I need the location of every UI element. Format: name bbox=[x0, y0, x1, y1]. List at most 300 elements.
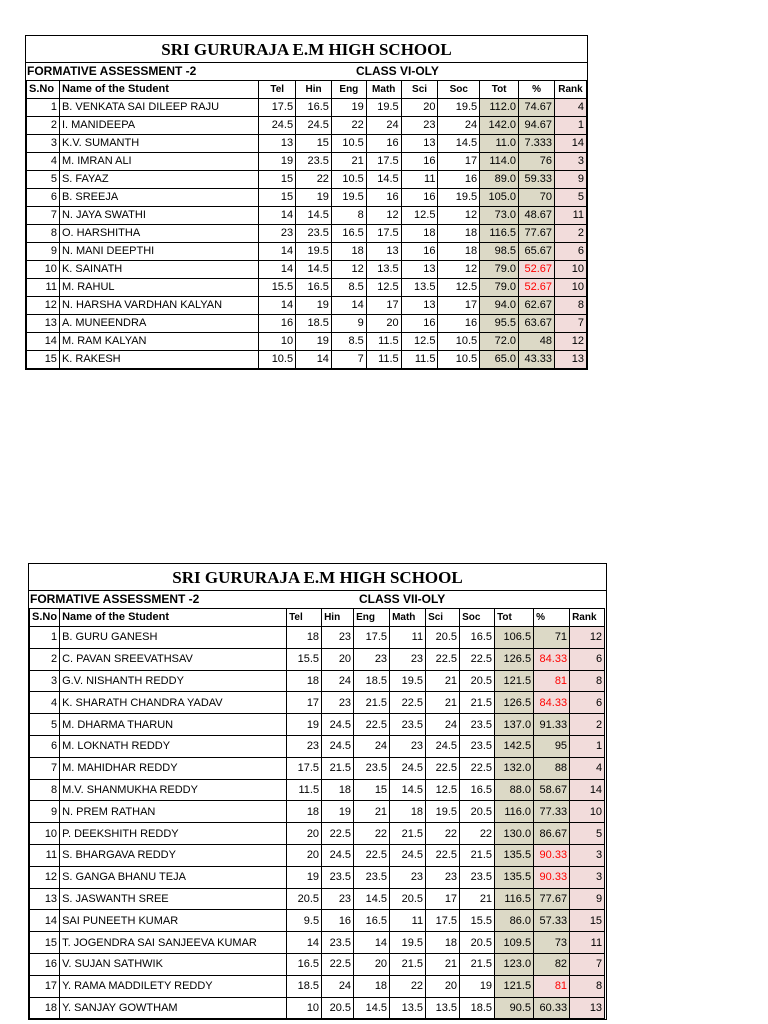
cell-hin: 21.5 bbox=[322, 757, 354, 779]
cell-eng: 8.5 bbox=[331, 333, 366, 351]
cell-rank: 2 bbox=[570, 714, 605, 736]
cell-sci: 22.5 bbox=[426, 648, 460, 670]
cell-tel: 16 bbox=[259, 315, 296, 333]
header-rank: Rank bbox=[570, 609, 605, 627]
cell-eng: 18.5 bbox=[354, 670, 390, 692]
header-pct: % bbox=[519, 81, 555, 99]
cell-math: 23 bbox=[390, 866, 426, 888]
cell-pct: 48.67 bbox=[519, 207, 555, 225]
cell-rank: 11 bbox=[570, 932, 605, 954]
cell-pct: 74.67 bbox=[519, 99, 555, 117]
cell-math: 24 bbox=[366, 117, 401, 135]
table-row bbox=[30, 844, 605, 866]
cell-sno: 15 bbox=[30, 932, 60, 954]
cell-hin: 16 bbox=[322, 910, 354, 932]
cell-name: B. GURU GANESH bbox=[60, 627, 287, 649]
cell-hin: 23 bbox=[322, 627, 354, 649]
cell-pct: 84.33 bbox=[534, 648, 570, 670]
cell-sno: 18 bbox=[30, 997, 60, 1019]
cell-pct: 52.67 bbox=[519, 279, 555, 297]
cell-sno: 2 bbox=[27, 117, 60, 135]
table-row bbox=[27, 243, 587, 261]
header-eng: Eng bbox=[331, 81, 366, 99]
cell-tel: 20 bbox=[287, 823, 322, 845]
cell-tot: 88.0 bbox=[495, 779, 534, 801]
cell-pct: 81 bbox=[534, 975, 570, 997]
table-row bbox=[27, 99, 587, 117]
cell-sno: 17 bbox=[30, 975, 60, 997]
cell-pct: 43.33 bbox=[519, 351, 555, 369]
school-title: SRI GURURAJA E.M HIGH SCHOOL bbox=[29, 564, 606, 591]
cell-sci: 21 bbox=[426, 692, 460, 714]
cell-rank: 12 bbox=[554, 333, 586, 351]
cell-math: 20.5 bbox=[390, 888, 426, 910]
cell-eng: 22 bbox=[354, 823, 390, 845]
table-row bbox=[27, 225, 587, 243]
cell-hin: 19 bbox=[296, 333, 332, 351]
cell-tot: 109.5 bbox=[495, 932, 534, 954]
cell-tel: 19 bbox=[259, 153, 296, 171]
cell-rank: 1 bbox=[570, 735, 605, 757]
cell-name: M. RAHUL bbox=[59, 279, 258, 297]
cell-soc: 19 bbox=[460, 975, 495, 997]
cell-sci: 22 bbox=[426, 823, 460, 845]
class-label: CLASS VII-OLY bbox=[359, 592, 446, 606]
cell-rank: 12 bbox=[570, 627, 605, 649]
cell-math: 17.5 bbox=[366, 225, 401, 243]
cell-tot: 123.0 bbox=[495, 953, 534, 975]
cell-pct: 7.333 bbox=[519, 135, 555, 153]
cell-rank: 1 bbox=[554, 117, 586, 135]
cell-math: 14.5 bbox=[366, 171, 401, 189]
cell-pct: 90.33 bbox=[534, 866, 570, 888]
cell-rank: 13 bbox=[554, 351, 586, 369]
cell-soc: 18.5 bbox=[460, 997, 495, 1019]
cell-name: O. HARSHITHA bbox=[59, 225, 258, 243]
cell-hin: 15 bbox=[296, 135, 332, 153]
table-row bbox=[30, 714, 605, 736]
cell-name: N. HARSHA VARDHAN KALYAN bbox=[59, 297, 258, 315]
table-row bbox=[30, 648, 605, 670]
table-row bbox=[27, 207, 587, 225]
cell-pct: 90.33 bbox=[534, 844, 570, 866]
cell-eng: 10.5 bbox=[331, 135, 366, 153]
table-row bbox=[27, 297, 587, 315]
cell-pct: 60.33 bbox=[534, 997, 570, 1019]
cell-name: P. DEEKSHITH REDDY bbox=[60, 823, 287, 845]
cell-hin: 14.5 bbox=[296, 261, 332, 279]
cell-rank: 7 bbox=[570, 953, 605, 975]
cell-eng: 19 bbox=[331, 99, 366, 117]
cell-eng: 16.5 bbox=[331, 225, 366, 243]
cell-name: N. JAYA SWATHI bbox=[59, 207, 258, 225]
cell-tot: 106.5 bbox=[495, 627, 534, 649]
cell-math: 23 bbox=[390, 648, 426, 670]
cell-tot: 89.0 bbox=[480, 171, 519, 189]
cell-eng: 21 bbox=[354, 801, 390, 823]
class-label: CLASS VI-OLY bbox=[356, 64, 439, 78]
table-row bbox=[30, 953, 605, 975]
cell-sno: 4 bbox=[27, 153, 60, 171]
cell-soc: 16.5 bbox=[460, 779, 495, 801]
table-row bbox=[27, 351, 587, 369]
cell-soc: 10.5 bbox=[438, 351, 480, 369]
cell-math: 13 bbox=[366, 243, 401, 261]
cell-rank: 10 bbox=[554, 279, 586, 297]
cell-rank: 5 bbox=[570, 823, 605, 845]
cell-math: 14.5 bbox=[390, 779, 426, 801]
cell-name: S. BHARGAVA REDDY bbox=[60, 844, 287, 866]
marks-table bbox=[29, 608, 605, 1019]
cell-tel: 10.5 bbox=[259, 351, 296, 369]
cell-tel: 20 bbox=[287, 844, 322, 866]
table-row bbox=[27, 333, 587, 351]
cell-hin: 24.5 bbox=[322, 714, 354, 736]
cell-hin: 23 bbox=[322, 888, 354, 910]
cell-hin: 19 bbox=[296, 189, 332, 207]
cell-tel: 17.5 bbox=[287, 757, 322, 779]
cell-name: M. RAM KALYAN bbox=[59, 333, 258, 351]
cell-tot: 65.0 bbox=[480, 351, 519, 369]
cell-sci: 20 bbox=[426, 975, 460, 997]
cell-sno: 7 bbox=[27, 207, 60, 225]
cell-sci: 16 bbox=[401, 243, 438, 261]
cell-tel: 15 bbox=[259, 189, 296, 207]
cell-eng: 23.5 bbox=[354, 757, 390, 779]
header-eng: Eng bbox=[354, 609, 390, 627]
cell-tel: 14 bbox=[259, 243, 296, 261]
class-vii-sheet bbox=[28, 563, 607, 1020]
cell-sci: 24 bbox=[426, 714, 460, 736]
cell-eng: 8 bbox=[331, 207, 366, 225]
cell-name: M. LOKNATH REDDY bbox=[60, 735, 287, 757]
cell-rank: 8 bbox=[570, 670, 605, 692]
cell-pct: 76 bbox=[519, 153, 555, 171]
cell-math: 23 bbox=[390, 735, 426, 757]
cell-tot: 114.0 bbox=[480, 153, 519, 171]
cell-name: T. JOGENDRA SAI SANJEEVA KUMAR bbox=[60, 932, 287, 954]
cell-rank: 9 bbox=[570, 888, 605, 910]
header-tel: Tel bbox=[259, 81, 296, 99]
cell-sci: 20 bbox=[401, 99, 438, 117]
cell-tot: 142.0 bbox=[480, 117, 519, 135]
cell-sci: 19.5 bbox=[426, 801, 460, 823]
header-hin: Hin bbox=[296, 81, 332, 99]
cell-math: 19.5 bbox=[390, 932, 426, 954]
cell-tel: 17 bbox=[287, 692, 322, 714]
table-row bbox=[30, 997, 605, 1019]
cell-name: B. VENKATA SAI DILEEP RAJU bbox=[59, 99, 258, 117]
cell-pct: 48 bbox=[519, 333, 555, 351]
cell-math: 17 bbox=[366, 297, 401, 315]
cell-pct: 84.33 bbox=[534, 692, 570, 714]
table-row bbox=[30, 670, 605, 692]
cell-math: 21.5 bbox=[390, 823, 426, 845]
cell-sci: 11.5 bbox=[401, 351, 438, 369]
cell-pct: 63.67 bbox=[519, 315, 555, 333]
cell-tel: 24.5 bbox=[259, 117, 296, 135]
subtitle-row bbox=[26, 63, 587, 80]
table-body bbox=[30, 627, 605, 1019]
cell-math: 12 bbox=[366, 207, 401, 225]
cell-rank: 7 bbox=[554, 315, 586, 333]
cell-tel: 14 bbox=[259, 297, 296, 315]
cell-sci: 22.5 bbox=[426, 844, 460, 866]
table-row bbox=[27, 153, 587, 171]
assessment-label: FORMATIVE ASSESSMENT -2 bbox=[27, 64, 197, 78]
cell-math: 13.5 bbox=[390, 997, 426, 1019]
cell-eng: 21 bbox=[331, 153, 366, 171]
cell-tot: 98.5 bbox=[480, 243, 519, 261]
cell-name: SAI PUNEETH KUMAR bbox=[60, 910, 287, 932]
cell-sno: 15 bbox=[27, 351, 60, 369]
table-row bbox=[30, 888, 605, 910]
cell-sno: 14 bbox=[30, 910, 60, 932]
cell-rank: 6 bbox=[570, 692, 605, 714]
cell-eng: 22 bbox=[331, 117, 366, 135]
cell-eng: 15 bbox=[354, 779, 390, 801]
header-sci: Sci bbox=[426, 609, 460, 627]
cell-hin: 22 bbox=[296, 171, 332, 189]
table-row bbox=[27, 261, 587, 279]
cell-eng: 14 bbox=[354, 932, 390, 954]
class-vi-sheet bbox=[25, 35, 588, 370]
cell-pct: 59.33 bbox=[519, 171, 555, 189]
cell-sci: 16 bbox=[401, 189, 438, 207]
cell-name: S. JASWANTH SREE bbox=[60, 888, 287, 910]
cell-sno: 2 bbox=[30, 648, 60, 670]
table-row bbox=[27, 189, 587, 207]
cell-tel: 20.5 bbox=[287, 888, 322, 910]
cell-sci: 20.5 bbox=[426, 627, 460, 649]
cell-soc: 22.5 bbox=[460, 648, 495, 670]
cell-tel: 15.5 bbox=[259, 279, 296, 297]
cell-tel: 18 bbox=[287, 670, 322, 692]
cell-tel: 11.5 bbox=[287, 779, 322, 801]
cell-eng: 19.5 bbox=[331, 189, 366, 207]
cell-soc: 23.5 bbox=[460, 866, 495, 888]
cell-hin: 24.5 bbox=[322, 735, 354, 757]
header-pct: % bbox=[534, 609, 570, 627]
cell-soc: 18 bbox=[438, 225, 480, 243]
header-hin: Hin bbox=[322, 609, 354, 627]
cell-eng: 23 bbox=[354, 648, 390, 670]
cell-rank: 6 bbox=[570, 648, 605, 670]
cell-tel: 18.5 bbox=[287, 975, 322, 997]
cell-tot: 79.0 bbox=[480, 261, 519, 279]
table-row bbox=[30, 823, 605, 845]
header-soc: Soc bbox=[460, 609, 495, 627]
cell-pct: 77.67 bbox=[519, 225, 555, 243]
cell-tot: 137.0 bbox=[495, 714, 534, 736]
cell-math: 20 bbox=[366, 315, 401, 333]
cell-sno: 3 bbox=[30, 670, 60, 692]
cell-hin: 19 bbox=[322, 801, 354, 823]
assessment-label: FORMATIVE ASSESSMENT -2 bbox=[30, 592, 200, 606]
cell-tot: 135.5 bbox=[495, 866, 534, 888]
cell-tel: 23 bbox=[287, 735, 322, 757]
header-soc: Soc bbox=[438, 81, 480, 99]
cell-name: M. DHARMA THARUN bbox=[60, 714, 287, 736]
table-body bbox=[27, 99, 587, 369]
cell-eng: 7 bbox=[331, 351, 366, 369]
cell-sci: 22.5 bbox=[426, 757, 460, 779]
cell-math: 13.5 bbox=[366, 261, 401, 279]
table-row bbox=[30, 779, 605, 801]
cell-soc: 16.5 bbox=[460, 627, 495, 649]
cell-soc: 17 bbox=[438, 153, 480, 171]
cell-rank: 6 bbox=[554, 243, 586, 261]
cell-eng: 18 bbox=[354, 975, 390, 997]
cell-rank: 15 bbox=[570, 910, 605, 932]
header-math: Math bbox=[366, 81, 401, 99]
cell-tot: 90.5 bbox=[495, 997, 534, 1019]
cell-eng: 16.5 bbox=[354, 910, 390, 932]
cell-hin: 22.5 bbox=[322, 823, 354, 845]
cell-sci: 13.5 bbox=[401, 279, 438, 297]
table-row bbox=[30, 910, 605, 932]
cell-math: 18 bbox=[390, 801, 426, 823]
table-row bbox=[27, 171, 587, 189]
table-row bbox=[30, 757, 605, 779]
cell-eng: 14.5 bbox=[354, 997, 390, 1019]
table-row bbox=[30, 866, 605, 888]
header-sci: Sci bbox=[401, 81, 438, 99]
table-row bbox=[30, 692, 605, 714]
cell-name: N. PREM RATHAN bbox=[60, 801, 287, 823]
table-row bbox=[30, 801, 605, 823]
cell-tot: 142.5 bbox=[495, 735, 534, 757]
cell-tel: 14 bbox=[287, 932, 322, 954]
cell-name: C. PAVAN SREEVATHSAV bbox=[60, 648, 287, 670]
cell-name: S. GANGA BHANU TEJA bbox=[60, 866, 287, 888]
cell-pct: 95 bbox=[534, 735, 570, 757]
cell-hin: 22.5 bbox=[322, 953, 354, 975]
cell-math: 11.5 bbox=[366, 333, 401, 351]
table-row bbox=[27, 117, 587, 135]
cell-sno: 4 bbox=[30, 692, 60, 714]
cell-name: B. SREEJA bbox=[59, 189, 258, 207]
cell-tel: 9.5 bbox=[287, 910, 322, 932]
cell-soc: 12 bbox=[438, 261, 480, 279]
cell-sno: 10 bbox=[30, 823, 60, 845]
cell-soc: 18 bbox=[438, 243, 480, 261]
cell-sci: 13 bbox=[401, 261, 438, 279]
header-name: Name of the Student bbox=[59, 81, 258, 99]
cell-rank: 10 bbox=[570, 801, 605, 823]
cell-sno: 6 bbox=[27, 189, 60, 207]
header-sno: S.No bbox=[30, 609, 60, 627]
cell-tot: 126.5 bbox=[495, 692, 534, 714]
cell-hin: 20.5 bbox=[322, 997, 354, 1019]
cell-tot: 116.5 bbox=[480, 225, 519, 243]
cell-sno: 6 bbox=[30, 735, 60, 757]
cell-math: 11.5 bbox=[366, 351, 401, 369]
cell-math: 19.5 bbox=[366, 99, 401, 117]
cell-math: 24.5 bbox=[390, 844, 426, 866]
cell-sci: 12.5 bbox=[401, 207, 438, 225]
cell-hin: 14 bbox=[296, 351, 332, 369]
cell-soc: 16 bbox=[438, 171, 480, 189]
cell-rank: 4 bbox=[554, 99, 586, 117]
cell-pct: 70 bbox=[519, 189, 555, 207]
cell-pct: 94.67 bbox=[519, 117, 555, 135]
cell-sci: 21 bbox=[426, 670, 460, 692]
cell-tot: 11.0 bbox=[480, 135, 519, 153]
cell-pct: 52.67 bbox=[519, 261, 555, 279]
cell-pct: 77.33 bbox=[534, 801, 570, 823]
header-sno: S.No bbox=[27, 81, 60, 99]
cell-tel: 14 bbox=[259, 261, 296, 279]
cell-rank: 3 bbox=[554, 153, 586, 171]
cell-hin: 23 bbox=[322, 692, 354, 714]
cell-soc: 20.5 bbox=[460, 670, 495, 692]
cell-eng: 14.5 bbox=[354, 888, 390, 910]
header-tel: Tel bbox=[287, 609, 322, 627]
cell-tel: 19 bbox=[287, 714, 322, 736]
cell-tel: 18 bbox=[287, 627, 322, 649]
cell-hin: 18 bbox=[322, 779, 354, 801]
cell-tot: 73.0 bbox=[480, 207, 519, 225]
header-name: Name of the Student bbox=[60, 609, 287, 627]
header-row bbox=[27, 81, 587, 99]
cell-pct: 62.67 bbox=[519, 297, 555, 315]
cell-sci: 16 bbox=[401, 315, 438, 333]
cell-name: Y. RAMA MADDILETY REDDY bbox=[60, 975, 287, 997]
cell-math: 12.5 bbox=[366, 279, 401, 297]
cell-eng: 24 bbox=[354, 735, 390, 757]
cell-tot: 116.0 bbox=[495, 801, 534, 823]
cell-tel: 16.5 bbox=[287, 953, 322, 975]
cell-tot: 135.5 bbox=[495, 844, 534, 866]
cell-rank: 3 bbox=[570, 866, 605, 888]
cell-pct: 82 bbox=[534, 953, 570, 975]
cell-name: K.V. SUMANTH bbox=[59, 135, 258, 153]
header-math: Math bbox=[390, 609, 426, 627]
cell-hin: 24 bbox=[322, 975, 354, 997]
cell-name: G.V. NISHANTH REDDY bbox=[60, 670, 287, 692]
cell-sno: 7 bbox=[30, 757, 60, 779]
cell-eng: 22.5 bbox=[354, 844, 390, 866]
cell-hin: 20 bbox=[322, 648, 354, 670]
cell-soc: 20.5 bbox=[460, 801, 495, 823]
cell-tel: 10 bbox=[259, 333, 296, 351]
cell-soc: 14.5 bbox=[438, 135, 480, 153]
header-tot: Tot bbox=[495, 609, 534, 627]
cell-pct: 86.67 bbox=[534, 823, 570, 845]
cell-rank: 14 bbox=[570, 779, 605, 801]
cell-tot: 121.5 bbox=[495, 975, 534, 997]
cell-rank: 11 bbox=[554, 207, 586, 225]
cell-sci: 24.5 bbox=[426, 735, 460, 757]
cell-hin: 16.5 bbox=[296, 99, 332, 117]
cell-sci: 23 bbox=[401, 117, 438, 135]
header-rank: Rank bbox=[554, 81, 586, 99]
cell-rank: 2 bbox=[554, 225, 586, 243]
cell-hin: 24.5 bbox=[322, 844, 354, 866]
cell-sci: 12.5 bbox=[426, 779, 460, 801]
cell-sno: 11 bbox=[30, 844, 60, 866]
cell-soc: 21.5 bbox=[460, 692, 495, 714]
cell-name: K. SHARATH CHANDRA YADAV bbox=[60, 692, 287, 714]
cell-pct: 88 bbox=[534, 757, 570, 779]
cell-pct: 73 bbox=[534, 932, 570, 954]
cell-name: I. MANIDEEPA bbox=[59, 117, 258, 135]
cell-soc: 20.5 bbox=[460, 932, 495, 954]
cell-eng: 8.5 bbox=[331, 279, 366, 297]
cell-rank: 5 bbox=[554, 189, 586, 207]
cell-math: 17.5 bbox=[366, 153, 401, 171]
